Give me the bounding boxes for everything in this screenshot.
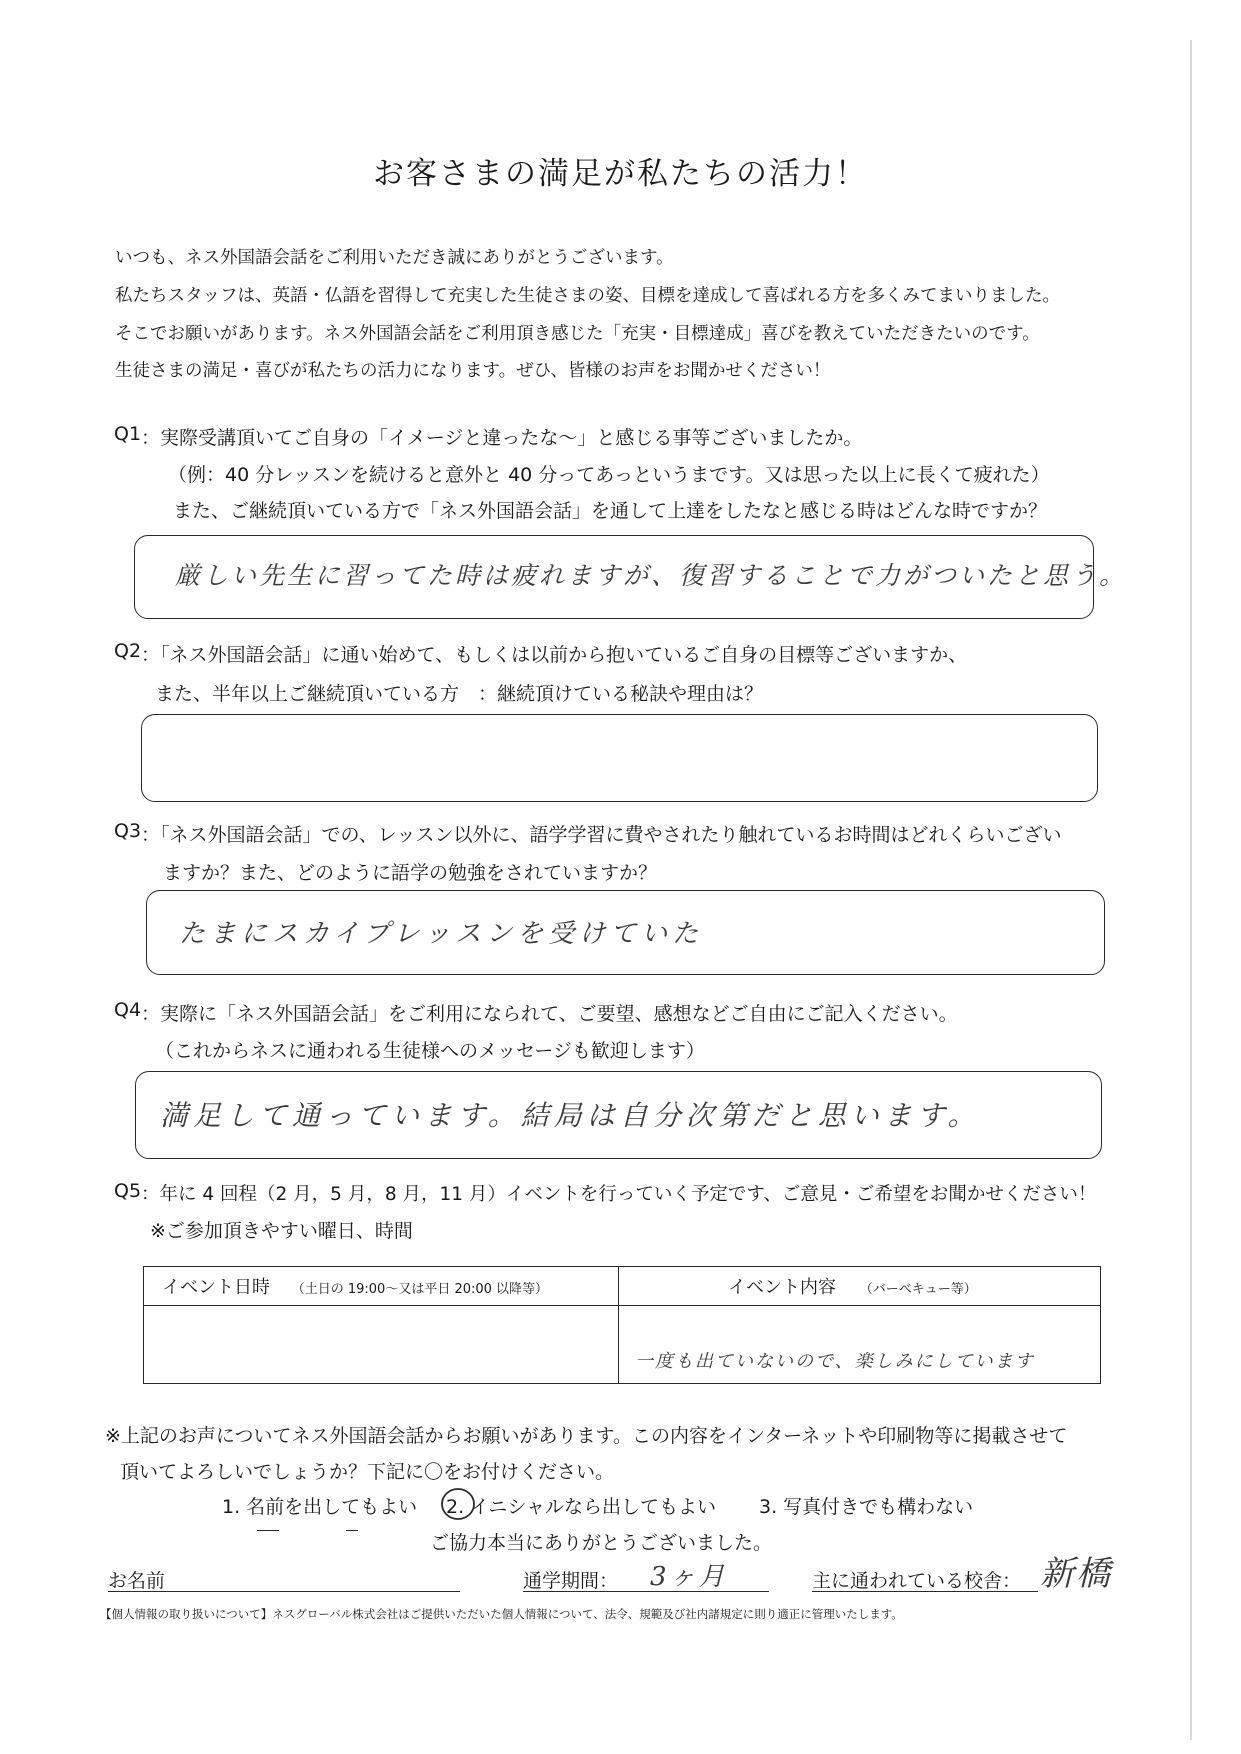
- small-dash-right: [346, 1530, 358, 1531]
- consent-line-1: ※上記のお声についてネス外国語会話からお願いがあります。この内容をインターネットや印刷物等に掲載させて: [105, 1425, 1068, 1447]
- event-content-value: 一度も出ていないので、楽しみにしています: [635, 1351, 1035, 1372]
- school-value-handwriting[interactable]: 新橋: [1040, 1554, 1112, 1594]
- period-underline: [523, 1591, 769, 1592]
- consent-option-2[interactable]: 2. イニシャルなら出してもよい: [446, 1496, 717, 1518]
- event-table-header-row: [144, 1267, 1101, 1306]
- q4-line-1: ：実際に「ネス外国語会話」をご利用になられて、ご要望、感想などご自由にご記入ください。: [141, 1003, 958, 1025]
- name-label: お名前: [108, 1570, 166, 1592]
- thanks-text: ご協力本当にありがとうございました。: [430, 1532, 773, 1554]
- q3-line-1: ：「ネス外国語会話」での、レッスン以外に、語学学習に費やされたり触れているお時間はどれくらいござい: [141, 824, 1062, 846]
- intro-line-1: いつも、ネス外国語会話をご利用いただき誠にありがとうございます。: [115, 248, 674, 268]
- q4-line-2: （これからネスに通われる生徒様へのメッセージも歓迎します）: [155, 1040, 705, 1062]
- consent-option-1[interactable]: 1. 名前を出してもよい: [222, 1496, 418, 1518]
- q2-label: Q2: [114, 640, 142, 662]
- privacy-notice: 【個人情報の取り扱いについて】ネスグローバル株式会社はご提供いただいた個人情報について、法令、規範及び社内諸規定に則り適正に管理いたします。: [100, 1607, 903, 1621]
- event-date-header-note: （土日の 19:00～又は平日 20:00 以降等）: [291, 1282, 549, 1297]
- q3-line-2: ますか？また、どのように語学の勉強をされていますか？: [163, 862, 658, 884]
- q1-answer-handwriting: 厳しい先生に習ってた時は疲れますが、復習することで力がついたと思う。: [175, 561, 1128, 590]
- small-dash-left: [257, 1530, 279, 1531]
- event-content-cell[interactable]: [619, 1306, 1101, 1384]
- q2-line-1: ：「ネス外国語会話」に通い始めて、もしくは以前から抱いているご自身の目標等ございますか、: [141, 644, 968, 666]
- consent-option-3[interactable]: 3. 写真付きでも構わない: [759, 1496, 974, 1518]
- selected-option-circle: [438, 1486, 478, 1522]
- school-underline: [812, 1591, 1038, 1592]
- name-underline: [108, 1591, 460, 1592]
- q4-label: Q4: [114, 999, 142, 1021]
- q3-answer-handwriting: たまにスカイプレッスンを受けていた: [179, 919, 704, 949]
- scan-edge-line: [1190, 40, 1192, 1740]
- name-field[interactable]: [190, 1562, 450, 1588]
- intro-line-3: そこでお願いがあります。ネス外国語会話をご利用頂き感じた「充実・目標達成」喜びを教えていただきたいのです。: [115, 324, 1040, 344]
- q2-line-2: また、半年以上ご継続頂いている方 ：継続頂けている秘訣や理由は？: [155, 683, 764, 705]
- q4-answer-handwriting: 満足して通っています。結局は自分次第だと思います。: [160, 1099, 981, 1132]
- event-date-header: [144, 1267, 619, 1306]
- q1-line-3: また、ご継続頂いている方で「ネス外国語会話」を通して上達をしたなと感じる時はどんな時ですか？: [173, 500, 1048, 522]
- q5-label: Q5: [114, 1180, 142, 1202]
- event-date-header-label: イベント日時: [162, 1277, 270, 1298]
- consent-line-2: 頂いてよろしいでしょうか？下記に〇をお付けください。: [120, 1461, 615, 1483]
- q3-answer-box[interactable]: [146, 890, 1105, 975]
- page-title: お客さまの満足が私たちの活力！: [373, 156, 868, 192]
- event-content-header-label: イベント内容: [728, 1277, 836, 1298]
- event-table-answer-row: [144, 1306, 1101, 1384]
- period-label: 通学期間：: [523, 1570, 619, 1592]
- intro-line-4: 生徒さまの満足・喜びが私たちの活力になります。ぜひ、皆様のお声をお聞かせください！: [115, 361, 831, 381]
- q1-line-1: ：実際受講頂いてご自身の「イメージと違ったな～」と感じる事等ございましたか。: [141, 427, 863, 449]
- q1-answer-box[interactable]: [134, 535, 1128, 619]
- event-table: [143, 1266, 1101, 1384]
- event-content-header: [619, 1267, 1101, 1306]
- intro-line-2: 私たちスタッフは、英語・仏語を習得して充実した生徒さまの姿、目標を達成して喜ばれる方を多くみてまいりました。: [115, 286, 1060, 306]
- event-content-header-note: （バーベキュー等）: [859, 1282, 977, 1297]
- period-value-handwriting[interactable]: 3ヶ月: [650, 1562, 728, 1592]
- q3-label: Q3: [114, 820, 142, 842]
- q2-answer-box[interactable]: [141, 714, 1098, 802]
- q1-label: Q1: [114, 423, 142, 445]
- q5-line-2: ※ご参加頂きやすい曜日、時間: [150, 1220, 413, 1242]
- q1-line-2: （例：40 分レッスンを続けると意外と 40 分ってあっというまです。又は思った以上に長くて疲れた）: [168, 464, 1050, 486]
- event-date-cell[interactable]: [144, 1306, 619, 1384]
- q5-line-1: ：年に 4 回程（2 月，5 月，8 月，11 月）イベントを行っていく予定です、ご意見・ご希望をお聞かせください！: [141, 1184, 1097, 1205]
- q4-answer-box[interactable]: [135, 1071, 1102, 1159]
- school-label: 主に通われている校舎：: [812, 1570, 1022, 1592]
